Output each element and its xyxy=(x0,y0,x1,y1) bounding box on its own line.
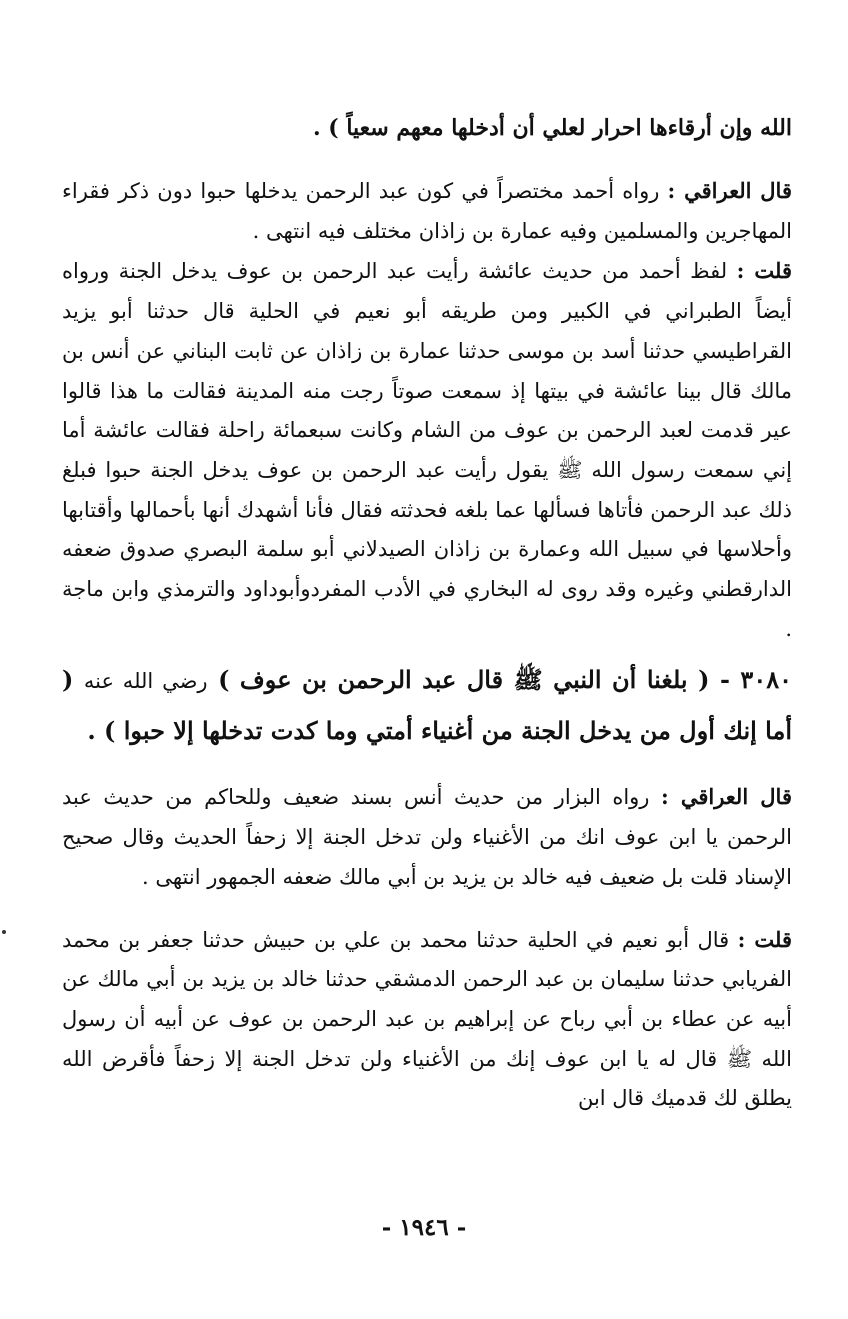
continuation-text: الله وإن أرقاءها احرار لعلي أن أدخلها معهم سعياً ) . xyxy=(312,115,792,141)
scan-speck xyxy=(2,930,6,934)
author-comment-1 xyxy=(62,251,792,649)
continuation-line xyxy=(62,108,792,148)
hadith-number: ٣٠٨٠ - xyxy=(719,665,792,695)
iraqi-text-2: رواه البزار من حديث أنس بسند ضعيف وللحاكم من حديث عبد الرحمن يا ابن عوف انك من الأغنياء ولن تدخل الجنة إلا زحفاً الحديث وقال صحيح الإسناد قلت بل ضعيف فيه خالد بن يزيد بن أبي مالك ضعفه الجمهور انتهى . xyxy=(62,785,792,889)
author-comment-2 xyxy=(62,920,792,1120)
page-number: - ١٩٤٦ - xyxy=(381,1214,467,1241)
hadith-entry xyxy=(62,655,792,755)
author-text-2: قال أبو نعيم في الحلية حدثنا محمد بن علي بن حبيش حدثنا جعفر بن محمد الفريابي حدثنا سليمان بن عبد الرحمن الدمشقي حدثنا خالد بن يزيد بن أبي مالك عن أبيه عن عطاء بن أبي رباح عن إبراهيم بن عبد الرحمن بن عوف عن أبيه أن رسول الله ﷺ قال له يا ابن عوف إنك من الأغنياء ولن تدخل الجنة إلا زحفاً فأقرض الله يطلق لك قدميك قال ابن xyxy=(62,927,792,1111)
iraqi-label-2: قال العراقي : xyxy=(660,784,792,810)
hadith-narrator: رضي الله عنه xyxy=(83,669,208,694)
page-body xyxy=(62,108,792,1119)
hadith-text-2: ( أما إنك أول من يدخل الجنة من أغنياء أمتي وما كدت تدخلها إلا حبوا ) . xyxy=(62,665,792,746)
author-label-1: قلت : xyxy=(736,258,792,284)
author-label-2: قلت : xyxy=(737,926,792,952)
author-text-1: لفظ أحمد من حديث عائشة رأيت عبد الرحمن بن عوف يدخل الجنة ورواه أيضاً الطبراني في الكبير ومن طريقه أبو نعيم في الحلية قال حدثنا أبو يزيد القراطيسي حدثنا أسد بن موسى حدثنا عمارة بن زاذان عن ثابت البناني عن أنس بن مالك قال بينا عائشة في بيتها إذ سمعت صوتاً رجت منه المدينة فقالت ما هذا قالوا عير قدمت لعبد الرحمن بن عوف من الشام وكانت سبعمائة راحلة فقالت عائشة أما إني سمعت رسول الله ﷺ يقول رأيت عبد الرحمن بن عوف يدخل الجنة حبوا فبلغ ذلك عبد الرحمن فأتاها فسألها عما بلغه فحدثته فقال فأنا أشهدك أنها بأحمالها وأقتابها وأحلاسها في سبيل الله وعمارة بن زاذان الصيدلاني أبو سلمة البصري صدوق ضعفه الدارقطني وغيره وقد روى له البخاري في الأدب المفردوأبوداود والترمذي وابن ماجة . xyxy=(62,259,792,641)
hadith-text-1: ( بلغنا أن النبي ﷺ قال عبد الرحمن بن عوف ) xyxy=(207,665,720,695)
iraqi-comment-2 xyxy=(62,777,792,897)
iraqi-text-1: رواه أحمد مختصراً في كون عبد الرحمن يدخلها حبوا دون ذكر فقراء المهاجرين والمسلمين وفيه عمارة بن زاذان مختلف فيه انتهى . xyxy=(62,179,792,243)
iraqi-comment-1 xyxy=(62,171,792,251)
iraqi-label-1: قال العراقي : xyxy=(667,178,792,203)
